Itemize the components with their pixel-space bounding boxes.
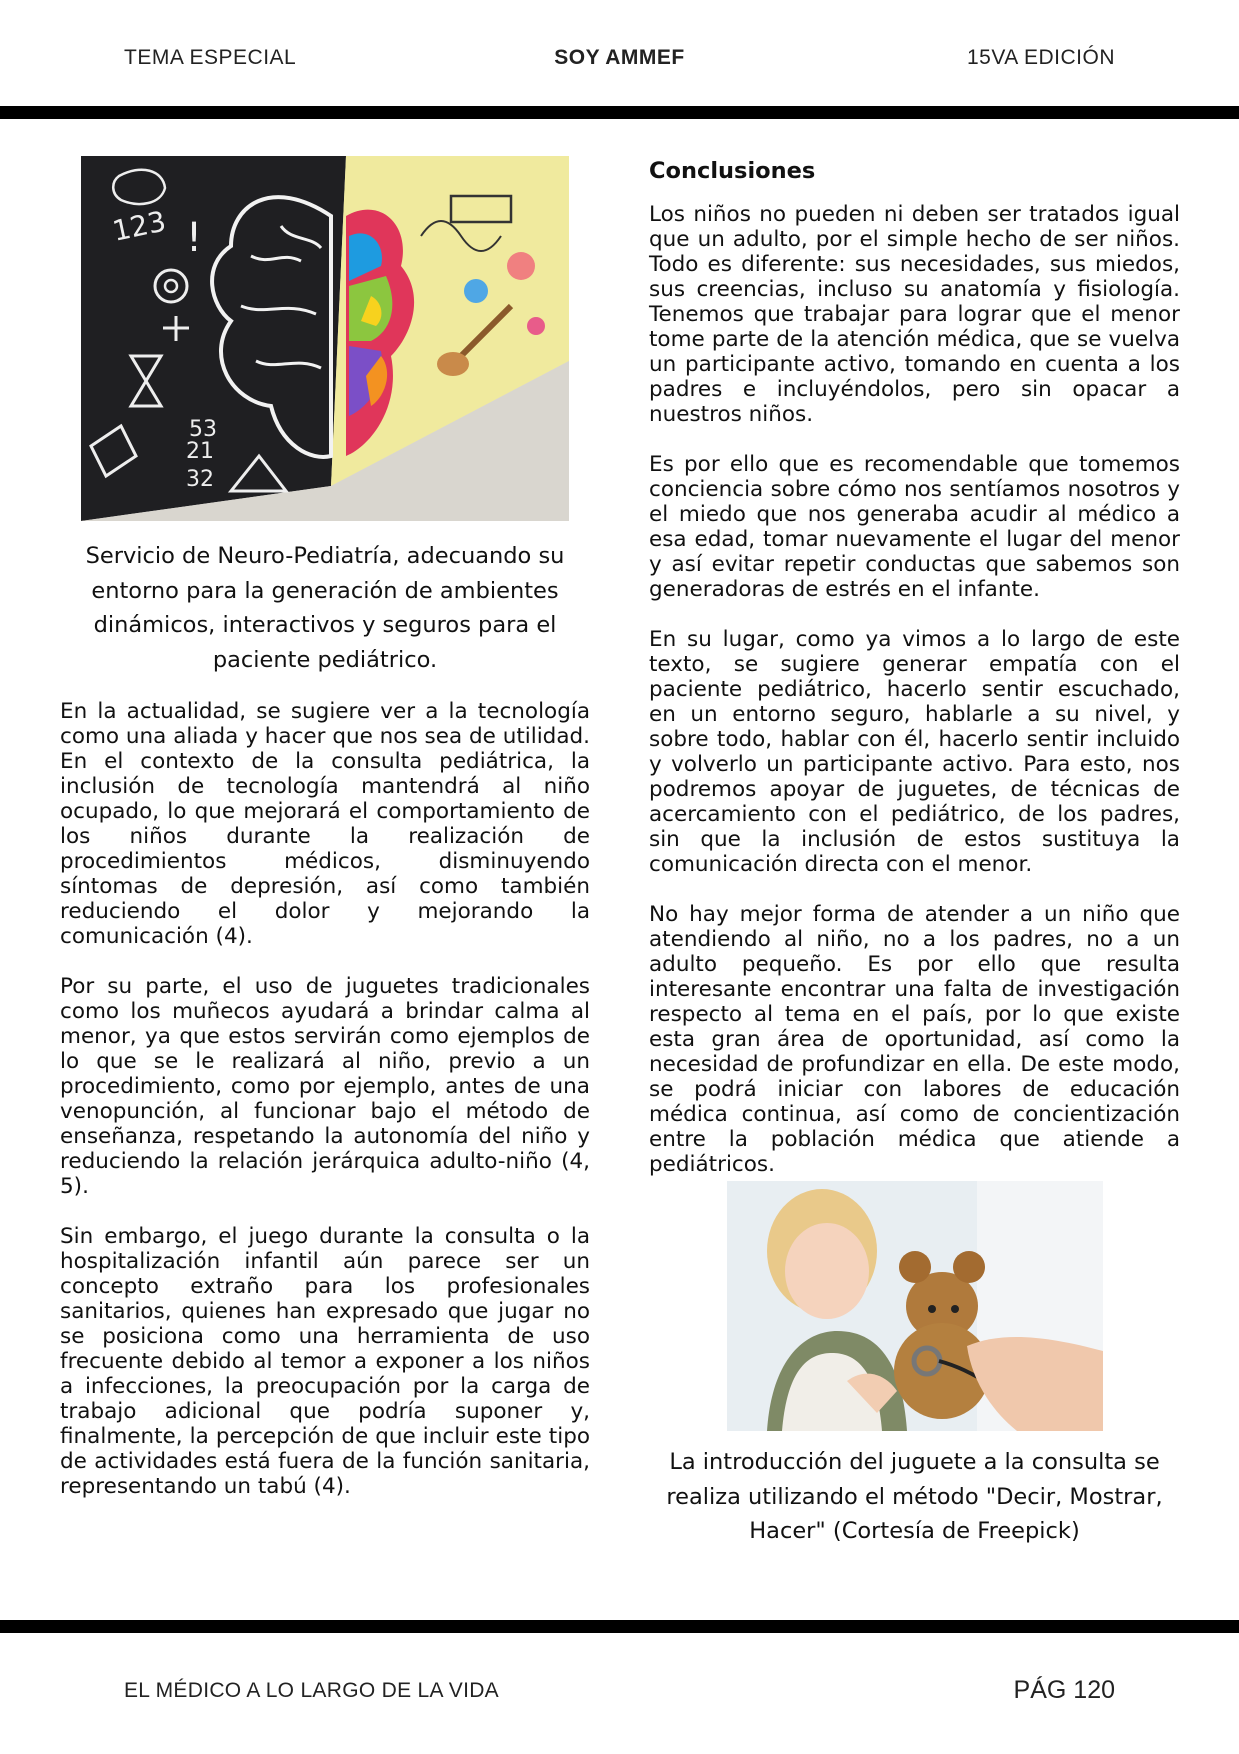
left-paragraph-3: Sin embargo, el juego durante la consulta o la hospitalización infantil aún parece ser un concepto extraño para los profesionales sanitarios, quienes han expresado que jugar no se posiciona como una herramienta de uso frecuente debido al temor a exponer a los niños a infecciones, la preocupación por la carga de trabajo adicional que podría suponer y, finalmente, la percepción de que incluir este tipo de actividades está fuera de la función sanitaria, representando un tabú (4). bbox=[60, 1224, 590, 1499]
left-paragraph-2: Por su parte, el uso de juguetes tradicionales como los muñecos ayudará a brindar calma al menor, ya que estos servirán como ejemplos de lo que se le realizará al niño, previo a un procedimiento, como por ejemplo, antes de una venopunción, al funcionar bajo el método de enseñanza, respetando la autonomía del niño y reduciendo la relación jerárquica adulto-niño (4, 5). bbox=[60, 974, 590, 1199]
page-header bbox=[0, 46, 1239, 76]
header-edition: 15VA EDICIÓN bbox=[967, 46, 1115, 69]
brain-mural-illustration bbox=[81, 156, 569, 521]
right-paragraph-3: En su lugar, como ya vimos a lo largo de este texto, se sugiere generar empatía con el paciente pediátrico, hacerlo sentir escuchado, en un entorno seguro, hablarle a su nivel, y sobre todo, hablar con él, hacerlo sentir incluido y volverlo un participante activo. Para esto, nos podremos apoyar de juguetes, de técnicas de acercamiento con el pediátrico, de los padres, sin que la inclusión de estos sustituya la comunicación directa con el menor. bbox=[649, 627, 1180, 877]
conclusions-heading: Conclusiones bbox=[649, 158, 816, 184]
svg-text:53: 53 bbox=[189, 417, 217, 442]
svg-text:32: 32 bbox=[186, 467, 214, 492]
brain-mural-image bbox=[81, 156, 569, 521]
child-photo-caption: La introducción del juguete a la consulta se realiza utilizando el método "Decir, Mostrar, Hacer" (Cortesía de Freepick) bbox=[666, 1449, 1163, 1544]
svg-text:21: 21 bbox=[186, 439, 214, 464]
page-footer bbox=[0, 1676, 1239, 1710]
header-section-label: TEMA ESPECIAL bbox=[124, 46, 297, 69]
right-paragraph-1: Los niños no pueden ni deben ser tratados igual que un adulto, por el simple hecho de ser niños. Todo es diferente: sus necesidades, sus miedos, sus creencias, incluso su anatomía y fisiología. Tenemos que trabajar para lograr que el menor tome parte de la atención médica, que se vuelva un participante activo, tomando en cuenta a los padres e incluyéndolos, pero sin opacar a nuestros niños. bbox=[649, 202, 1180, 427]
header-magazine-title: SOY AMMEF bbox=[554, 46, 685, 69]
svg-text:!: ! bbox=[186, 215, 203, 261]
brain-mural-caption: Servicio de Neuro-Pediatría, adecuando su entorno para la generación de ambientes dinámicos, interactivos y seguros para el paciente pediátrico. bbox=[85, 543, 565, 673]
footer-rule bbox=[0, 1620, 1239, 1633]
right-column bbox=[649, 156, 1180, 1549]
left-column bbox=[60, 156, 590, 1499]
right-paragraph-2: Es por ello que es recomendable que tomemos conciencia sobre cómo nos sentíamos nosotros y el miedo que nos generaba acudir al médico a esa edad, tomar nuevamente el lugar del menor y así evitar repetir conductas que sabemos son generadoras de estrés en el infante. bbox=[649, 452, 1180, 602]
svg-text:123: 123 bbox=[109, 204, 169, 248]
header-rule bbox=[0, 106, 1239, 119]
child-teddy-bear-illustration bbox=[727, 1181, 1103, 1431]
left-paragraph-1: En la actualidad, se sugiere ver a la tecnología como una aliada y hacer que nos sea de utilidad. En el contexto de la consulta pediátrica, la inclusión de tecnología mantendrá al niño ocupado, lo que mejorará el comportamiento de los niños durante la realización de procedimientos médicos, disminuyendo síntomas de depresión, así como también reduciendo el dolor y mejorando la comunicación (4). bbox=[60, 699, 590, 949]
child-teddy-bear-photo bbox=[727, 1181, 1103, 1431]
right-paragraph-4: No hay mejor forma de atender a un niño que atendiendo al niño, no a los padres, no a un adulto pequeño. Es por ello que resulta interesante encontrar una falta de investigación respecto al tema en el país, por lo que existe esta gran área de oportunidad, así como la necesidad de profundizar en ella. De este modo, se podrá iniciar con labores de educación médica continua, así como de concientización entre la población médica que atiende a pediátricos. bbox=[649, 902, 1180, 1177]
page-number: PÁG 120 bbox=[1013, 1676, 1115, 1704]
footer-section-title: EL MÉDICO A LO LARGO DE LA VIDA bbox=[124, 1679, 499, 1702]
